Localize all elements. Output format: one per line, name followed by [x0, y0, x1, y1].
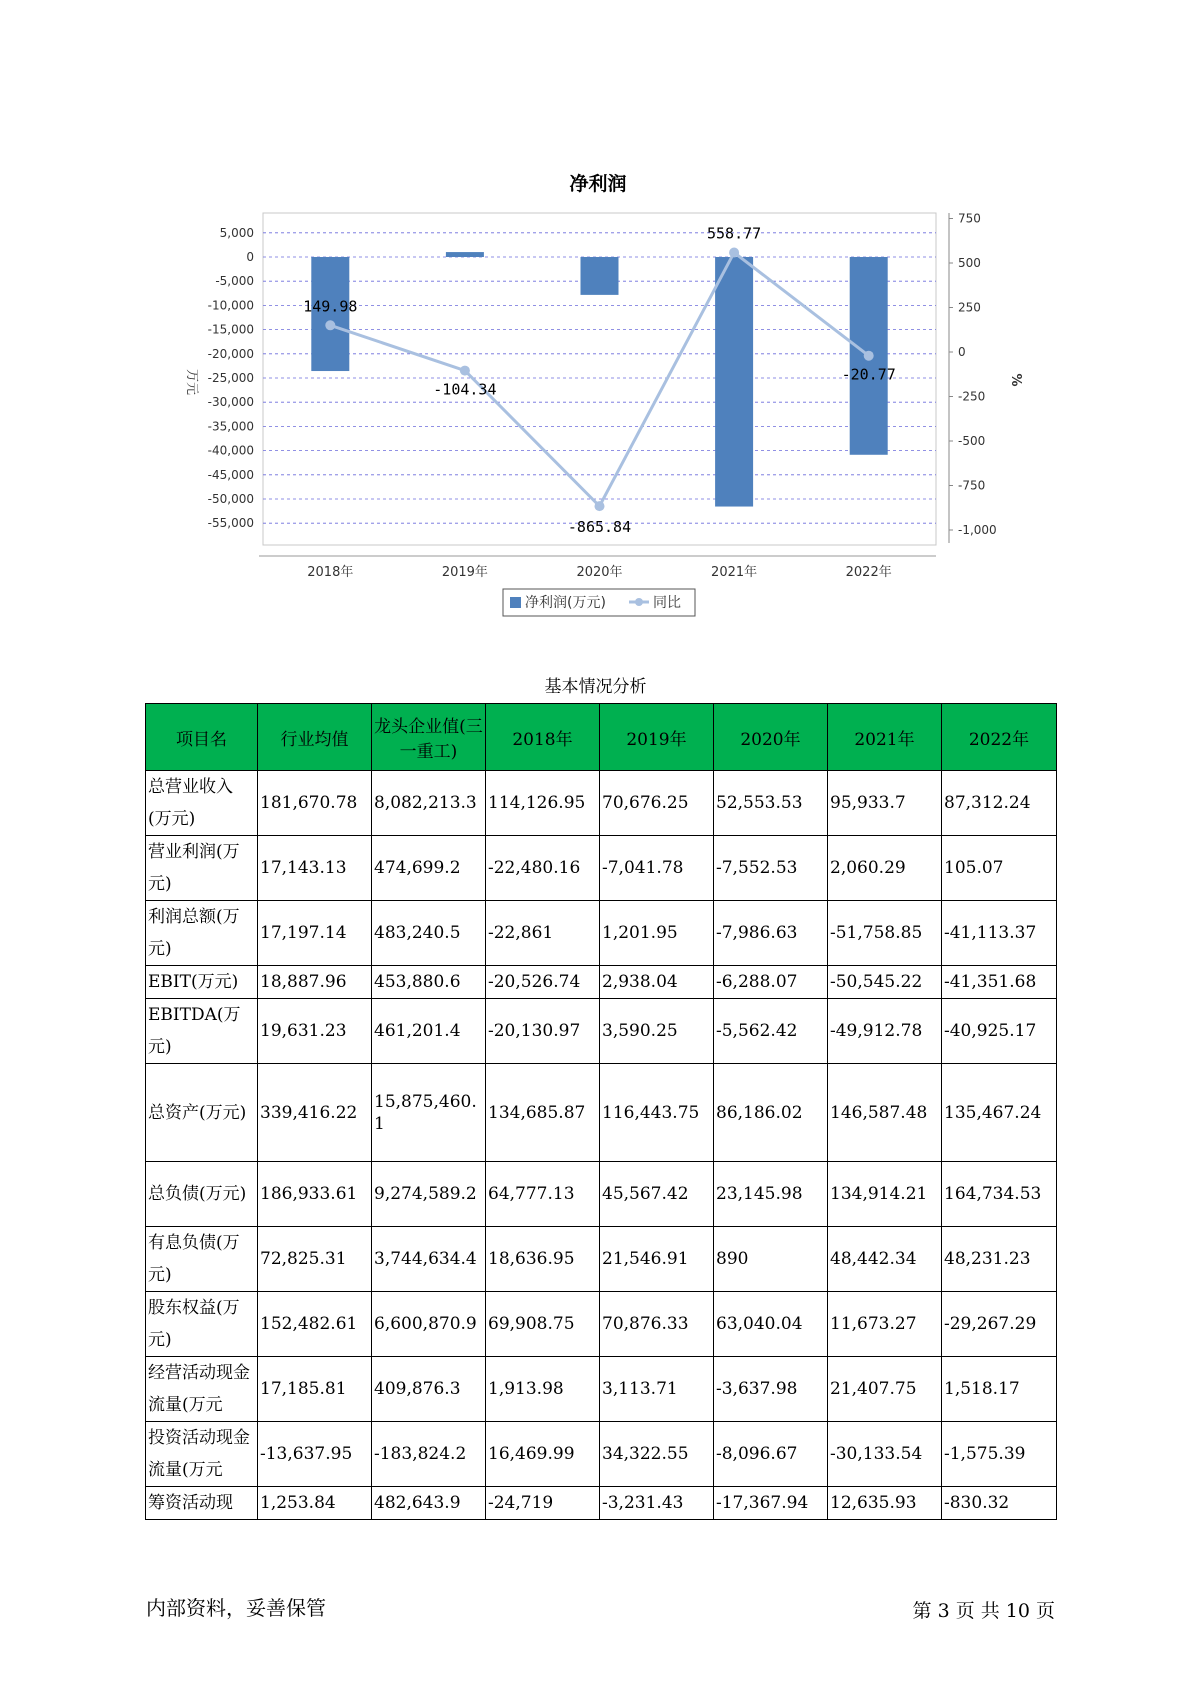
yoy-point: [595, 501, 605, 511]
y-tick-label: 0: [246, 250, 254, 264]
table-cell: -40,925.17: [942, 999, 1057, 1064]
y-tick-label: 5,000: [219, 225, 254, 240]
table-cell: 86,186.02: [714, 1064, 828, 1162]
table-cell: 483,240.5: [372, 901, 486, 966]
table-title: 基本情况分析: [544, 677, 647, 697]
y-tick-label: -45,000: [207, 467, 254, 482]
table-cell: -22,480.16: [486, 836, 600, 901]
y2-tick-label: 250: [958, 300, 981, 315]
row-label-cell: 有息负债(万元): [146, 1227, 258, 1292]
table-cell: 48,442.34: [828, 1227, 942, 1292]
lead-value: 3,744,634.4: [374, 1249, 477, 1269]
bar-2020年: [581, 257, 619, 295]
row-label-cell: 经营活动现金流量(万元: [146, 1357, 258, 1422]
table-header-cell: 行业均值: [258, 704, 372, 771]
table-cell: -17,367.94: [714, 1487, 828, 1520]
table-row: [146, 966, 1057, 999]
table-cell: -3,637.98: [714, 1357, 828, 1422]
table-cell: 18,887.96: [258, 966, 372, 999]
table-header-cell: 2020年: [714, 704, 828, 771]
table-cell: 12,635.93: [828, 1487, 942, 1520]
table-cell: 134,685.87: [486, 1064, 600, 1162]
table-cell: 2,060.29: [828, 836, 942, 901]
table-cell: 152,482.61: [258, 1292, 372, 1357]
table-row: [146, 836, 1057, 901]
table-cell: 890: [714, 1227, 828, 1292]
table-cell: 18,636.95: [486, 1227, 600, 1292]
table-cell: 17,185.81: [258, 1357, 372, 1422]
y-tick-label: -25,000: [207, 371, 254, 385]
y2-axis-label: %: [1008, 373, 1023, 387]
table-cell: 114,126.95: [486, 771, 600, 836]
table-cell: 1,201.95: [600, 901, 714, 966]
y-tick-label: -5,000: [215, 274, 254, 289]
yoy-data-label: -104.34: [433, 380, 497, 399]
table-cell: 19,631.23: [258, 999, 372, 1064]
table-cell: -41,351.68: [942, 966, 1057, 999]
table-cell: 339,416.22: [258, 1064, 372, 1162]
table-cell: 21,407.75: [828, 1357, 942, 1422]
table-cell: -41,113.37: [942, 901, 1057, 966]
row-label-cell: 筹资活动现: [146, 1487, 258, 1520]
yoy-point: [729, 248, 739, 258]
table-header-cell: 2022年: [942, 704, 1057, 771]
table-row: [146, 999, 1057, 1064]
y2-tick-label: 0: [958, 345, 966, 359]
y-tick-label: -20,000: [207, 346, 254, 361]
table-cell: 87,312.24: [942, 771, 1057, 836]
table-row: [146, 1357, 1057, 1422]
table-cell: 95,933.7: [828, 771, 942, 836]
y2-tick-label: -250: [958, 389, 986, 404]
table-cell: -3,231.43: [600, 1487, 714, 1520]
y2-tick-label: 500: [958, 256, 981, 270]
table-cell: -183,824.2: [372, 1422, 486, 1487]
table-cell: 3,113.71: [600, 1357, 714, 1422]
table-header-cell: 2018年: [486, 704, 600, 771]
table-cell: -24,719: [486, 1487, 600, 1520]
table-cell: 1,518.17: [942, 1357, 1057, 1422]
y-tick-label: -15,000: [207, 322, 254, 337]
table-cell: 409,876.3: [372, 1357, 486, 1422]
table-cell: -13,637.95: [258, 1422, 372, 1487]
table-cell: [372, 1227, 486, 1292]
table-cell: 134,914.21: [828, 1162, 942, 1227]
table-cell: -6,288.07: [714, 966, 828, 999]
table-cell: 181,670.78: [258, 771, 372, 836]
yoy-data-label: 558.77: [707, 224, 762, 243]
table-cell: -5,562.42: [714, 999, 828, 1064]
table-cell: [372, 771, 486, 836]
chart-title: 净利润: [569, 173, 627, 195]
footer-confidential-note: 内部资料，妥善保管: [146, 1596, 326, 1620]
table-cell: -22,861: [486, 901, 600, 966]
table-header-cell: 龙头企业值(三一重工): [372, 704, 486, 771]
yoy-data-label: 149.98: [303, 297, 358, 316]
table-cell: 21,546.91: [600, 1227, 714, 1292]
table-cell: 64,777.13: [486, 1162, 600, 1227]
table-cell: 105.07: [942, 836, 1057, 901]
table-row: [146, 1292, 1057, 1357]
legend-bar-label: 净利润(万元): [525, 595, 606, 611]
y-tick-label: -55,000: [207, 516, 254, 531]
table-cell: 474,699.2: [372, 836, 486, 901]
row-label-cell: 总负债(万元): [146, 1162, 258, 1227]
x-tick-label: 2018年: [307, 565, 354, 580]
table-cell: 116,443.75: [600, 1064, 714, 1162]
table-cell: -8,096.67: [714, 1422, 828, 1487]
table-cell: [372, 1292, 486, 1357]
table-cell: 3,590.25: [600, 999, 714, 1064]
yoy-point: [864, 351, 874, 361]
table-row: [146, 1487, 1057, 1520]
table-cell: 23,145.98: [714, 1162, 828, 1227]
table-cell: 63,040.04: [714, 1292, 828, 1357]
bar-2019年: [446, 252, 484, 257]
table-cell: -50,545.22: [828, 966, 942, 999]
table-header-cell: 2019年: [600, 704, 714, 771]
table-cell: 48,231.23: [942, 1227, 1057, 1292]
legend-bar-swatch: [510, 597, 521, 608]
table-cell: 69,908.75: [486, 1292, 600, 1357]
table-cell: 482,643.9: [372, 1487, 486, 1520]
table-cell: -20,130.97: [486, 999, 600, 1064]
table-cell: -30,133.54: [828, 1422, 942, 1487]
table-cell: 70,676.25: [600, 771, 714, 836]
row-label-cell: 总营业收入(万元): [146, 771, 258, 836]
basic-analysis-table: [145, 703, 1057, 1520]
table-cell: 1,913.98: [486, 1357, 600, 1422]
table-header-row: [146, 704, 1057, 771]
bar-2021年: [715, 257, 753, 507]
table-cell: 186,933.61: [258, 1162, 372, 1227]
table-cell: -51,758.85: [828, 901, 942, 966]
y2-tick-label: -1,000: [958, 523, 997, 537]
y-tick-label: -10,000: [207, 298, 254, 313]
table-cell: -830.32: [942, 1487, 1057, 1520]
table-cell: [372, 1162, 486, 1227]
lead-value: 8,082,213.3: [374, 793, 477, 813]
x-tick-label: 2022年: [845, 565, 892, 580]
row-label-cell: EBIT(万元): [146, 966, 258, 999]
yoy-point: [325, 320, 335, 330]
y-tick-label: -35,000: [207, 419, 254, 434]
y2-tick-label: 750: [958, 211, 981, 226]
yoy-data-label: -20.77: [841, 365, 896, 384]
table-row: [146, 1064, 1057, 1162]
table-row: [146, 1422, 1057, 1487]
table-cell: -7,552.53: [714, 836, 828, 901]
table-cell: 72,825.31: [258, 1227, 372, 1292]
table-cell: [372, 1064, 486, 1162]
table-cell: 17,143.13: [258, 836, 372, 901]
x-tick-label: 2021年: [711, 565, 758, 580]
table-cell: 45,567.42: [600, 1162, 714, 1227]
table-cell: -1,575.39: [942, 1422, 1057, 1487]
table-cell: 146,587.48: [828, 1064, 942, 1162]
table-cell: 34,322.55: [600, 1422, 714, 1487]
table-cell: 70,876.33: [600, 1292, 714, 1357]
yoy-data-label: -865.84: [567, 518, 632, 537]
table-row: [146, 771, 1057, 836]
y-tick-label: -30,000: [207, 395, 254, 410]
row-label-cell: 股东权益(万元): [146, 1292, 258, 1357]
table-cell: 1,253.84: [258, 1487, 372, 1520]
x-tick-label: 2020年: [576, 565, 623, 580]
table-cell: 11,673.27: [828, 1292, 942, 1357]
table-cell: -7,986.63: [714, 901, 828, 966]
table-cell: 461,201.4: [372, 999, 486, 1064]
x-tick-label: 2019年: [441, 565, 488, 580]
legend-line-marker: [635, 598, 643, 606]
row-label-cell: 总资产(万元): [146, 1064, 258, 1162]
row-label-cell: 投资活动现金流量(万元: [146, 1422, 258, 1487]
table-row: [146, 1162, 1057, 1227]
y-axis-label: 万元: [184, 368, 199, 396]
lead-value: 15,875,460.1: [374, 1091, 477, 1134]
row-label-cell: 利润总额(万元): [146, 901, 258, 966]
legend-line-label: 同比: [653, 595, 681, 611]
table-row: [146, 901, 1057, 966]
table-cell: 2,938.04: [600, 966, 714, 999]
table-cell: 453,880.6: [372, 966, 486, 999]
y-tick-label: -40,000: [207, 443, 254, 458]
chart-svg: [0, 0, 1191, 640]
row-label-cell: EBITDA(万元): [146, 999, 258, 1064]
lead-value: 6,600,870.9: [374, 1314, 477, 1334]
table-header-cell: 项目名: [146, 704, 258, 771]
table-cell: -20,526.74: [486, 966, 600, 999]
table-header-cell: 2021年: [828, 704, 942, 771]
table-cell: 52,553.53: [714, 771, 828, 836]
y-tick-label: -50,000: [207, 492, 254, 506]
footer-page-number: 第 3 页 共 10 页: [912, 1600, 1055, 1622]
lead-value: 9,274,589.2: [374, 1184, 477, 1204]
table-cell: -29,267.29: [942, 1292, 1057, 1357]
y2-tick-label: -500: [958, 434, 986, 448]
table-cell: 164,734.53: [942, 1162, 1057, 1227]
yoy-point: [460, 366, 470, 376]
table-cell: -7,041.78: [600, 836, 714, 901]
table-cell: 17,197.14: [258, 901, 372, 966]
net-profit-chart: [0, 0, 1191, 640]
table-cell: 16,469.99: [486, 1422, 600, 1487]
table-cell: 135,467.24: [942, 1064, 1057, 1162]
table-cell: -49,912.78: [828, 999, 942, 1064]
row-label-cell: 营业利润(万元): [146, 836, 258, 901]
table-row: [146, 1227, 1057, 1292]
y2-tick-label: -750: [958, 478, 986, 493]
